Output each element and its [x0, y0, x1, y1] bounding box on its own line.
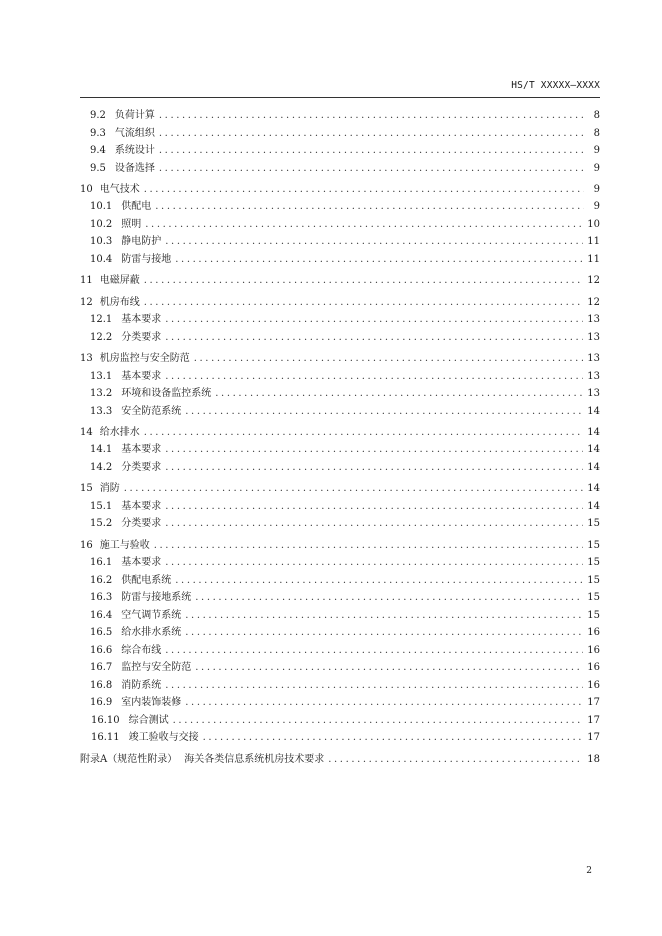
- toc-entry-title: 电气技术: [99, 183, 140, 195]
- toc-leader-dots: [215, 388, 583, 399]
- toc-entry-number: 14.2: [90, 461, 113, 473]
- toc-entry-number: 16.3: [90, 592, 113, 604]
- toc-leader-dots: [173, 715, 584, 726]
- toc-entry[interactable]: [80, 349, 600, 367]
- page-number: 2: [586, 866, 592, 876]
- standard-code: HS/T XXXXX—XXXX: [511, 80, 600, 91]
- toc-entry[interactable]: [80, 124, 600, 142]
- toc-entry-title: 供配电系统: [121, 574, 172, 586]
- toc-entry-title: 消防系统: [121, 679, 162, 691]
- toc-entry-page: 14: [587, 461, 600, 473]
- toc-entry-number: 13.1: [90, 370, 113, 382]
- toc-entry-number: 16.10: [91, 714, 120, 726]
- toc-entry[interactable]: [80, 232, 600, 250]
- toc-leader-dots: [159, 128, 584, 139]
- toc-entry-title: 设备选择: [114, 162, 155, 174]
- toc-entry-page: 9: [593, 201, 600, 213]
- toc-entry-number: 9.2: [90, 110, 106, 121]
- toc-entry-page: 16: [587, 679, 600, 691]
- toc-entry[interactable]: [80, 711, 600, 729]
- toc-entry-number: 9.5: [90, 162, 106, 174]
- toc-entry-number: 15: [80, 483, 93, 495]
- toc-entry-page: 11: [587, 253, 600, 265]
- toc-entry[interactable]: [80, 159, 600, 177]
- toc-entry-page: 15: [587, 557, 600, 569]
- toc-entry-number: 13.2: [90, 388, 113, 400]
- toc-leader-dots: [165, 236, 583, 247]
- toc-leader-dots: [203, 732, 584, 743]
- toc-entry[interactable]: [80, 141, 600, 159]
- toc-entry-number: 9.3: [90, 127, 106, 139]
- toc-entry-page: 15: [587, 609, 600, 621]
- toc-entry[interactable]: [80, 250, 600, 268]
- toc-entry-title: 静电防护: [121, 236, 162, 248]
- toc-leader-dots: [165, 371, 583, 382]
- toc-leader-dots: [154, 540, 584, 551]
- toc-entry[interactable]: [80, 658, 600, 676]
- toc-entry[interactable]: [80, 750, 600, 768]
- toc-entry-page: 13: [587, 370, 600, 382]
- toc-leader-dots: [185, 627, 583, 638]
- toc-entry[interactable]: [80, 536, 600, 554]
- toc-entry-page: 14: [587, 426, 600, 438]
- toc-entry[interactable]: [80, 271, 600, 289]
- toc-entry-page: 13: [587, 331, 600, 343]
- toc-leader-dots: [165, 518, 583, 529]
- toc-entry-number: 15.1: [90, 500, 113, 512]
- toc-entry-number: 14: [80, 426, 93, 438]
- toc-entry-page: 15: [587, 539, 600, 551]
- toc-entry-number: 13: [80, 353, 93, 365]
- toc-entry-title: 防雷与接地: [121, 253, 172, 265]
- toc-entry-number: 10.2: [90, 218, 113, 230]
- toc-entry[interactable]: [80, 479, 600, 497]
- toc-entry-number: 10.1: [90, 201, 113, 213]
- toc-entry[interactable]: [80, 293, 600, 311]
- toc-leader-dots: [185, 697, 583, 708]
- toc-entry[interactable]: [80, 384, 600, 402]
- toc-entry[interactable]: [80, 197, 600, 215]
- toc-leader-dots: [155, 201, 584, 212]
- toc-leader-dots: [145, 219, 583, 230]
- toc-entry-title: 供配电: [121, 201, 152, 213]
- toc-leader-dots: [195, 592, 583, 603]
- toc-entry-page: 14: [587, 444, 600, 456]
- toc-entry-title: 基本要求: [121, 444, 162, 456]
- toc-entry-title: 机房监控与安全防范: [99, 353, 190, 365]
- toc-entry-number: 12: [80, 296, 93, 308]
- header-rule: [80, 97, 600, 98]
- toc-entry[interactable]: [80, 328, 600, 346]
- toc-entry[interactable]: [80, 571, 600, 589]
- toc-entry-title: 空气调节系统: [121, 609, 182, 621]
- toc-entry-title: 综合测试: [128, 714, 169, 726]
- toc-entry-number: 16.1: [90, 557, 113, 569]
- toc-leader-dots: [159, 145, 584, 156]
- toc-leader-dots: [165, 645, 583, 656]
- toc-entry-number: 16.11: [91, 732, 120, 744]
- toc-entry-title: 安全防范系统: [121, 405, 182, 417]
- toc-entry[interactable]: [80, 514, 600, 532]
- toc-entry-page: 10: [587, 218, 600, 230]
- toc-entry-page: 15: [587, 574, 600, 586]
- toc-leader-dots: [165, 314, 583, 325]
- toc-entry-page: 17: [587, 697, 600, 709]
- toc-entry-number: 10.4: [90, 253, 113, 265]
- toc-entry[interactable]: [80, 553, 600, 571]
- toc-entry-page: 14: [587, 483, 600, 495]
- toc-entry-title: 分类要求: [121, 461, 162, 473]
- toc-leader-dots: [185, 406, 583, 417]
- toc-entry-title: 给水排水: [99, 426, 140, 438]
- toc-entry-title: 负荷计算: [114, 110, 155, 121]
- toc-entry-page: 14: [587, 405, 600, 417]
- toc-entry-title: 消防: [99, 483, 120, 495]
- toc-entry[interactable]: [80, 693, 600, 711]
- toc-entry-number: 15.2: [90, 518, 113, 530]
- toc-entry-page: 14: [587, 500, 600, 512]
- toc-entry[interactable]: [80, 588, 600, 606]
- toc-entry-number: 13.3: [90, 405, 113, 417]
- toc-entry-page: 15: [587, 518, 600, 530]
- toc-entry-title: 环境和设备监控系统: [121, 388, 212, 400]
- toc-entry-page: 8: [593, 127, 600, 139]
- toc-entry-title: 基本要求: [121, 314, 162, 326]
- toc-entry-page: 17: [587, 732, 600, 744]
- toc-entry[interactable]: [80, 497, 600, 515]
- toc-entry-page: 8: [593, 110, 600, 121]
- toc-entry[interactable]: [80, 440, 600, 458]
- toc-entry-title: 室内装饰装修: [121, 697, 182, 709]
- toc-entry-title: 基本要求: [121, 557, 162, 569]
- toc-entry-title: 综合布线: [121, 644, 162, 656]
- toc-entry-number: 16.7: [90, 662, 113, 674]
- toc-entry-page: 13: [587, 353, 600, 365]
- toc-entry-number: 12.2: [90, 331, 113, 343]
- toc-leader-dots: [175, 254, 583, 265]
- toc-entry-page: 11: [587, 236, 600, 248]
- toc-entry[interactable]: [80, 641, 600, 659]
- toc-entry-page: 9: [593, 162, 600, 174]
- toc-leader-dots: [165, 680, 583, 691]
- toc-leader-dots: [144, 427, 584, 438]
- toc-entry[interactable]: [80, 458, 600, 476]
- toc-leader-dots: [165, 332, 583, 343]
- toc-entry[interactable]: [80, 623, 600, 641]
- toc-entry-title: 电磁屏蔽: [99, 275, 140, 287]
- toc-entry-page: 12: [587, 275, 600, 287]
- toc-leader-dots: [165, 462, 583, 473]
- toc-leader-dots: [159, 110, 584, 121]
- toc-leader-dots: [159, 163, 584, 174]
- toc-leader-dots: [175, 575, 583, 586]
- toc-leader-dots: [328, 754, 583, 765]
- toc-entry-title: 给水排水系统: [121, 627, 182, 639]
- toc-leader-dots: [165, 501, 583, 512]
- toc-entry-title: 机房布线: [99, 296, 140, 308]
- table-of-contents: [80, 106, 600, 767]
- toc-entry-number: 16.8: [90, 679, 113, 691]
- toc-entry[interactable]: [80, 606, 600, 624]
- toc-entry-page: 15: [587, 592, 600, 604]
- toc-entry[interactable]: [80, 180, 600, 198]
- toc-entry-number: 10: [80, 183, 93, 195]
- toc-leader-dots: [195, 662, 583, 673]
- toc-entry-page: 9: [593, 145, 600, 156]
- toc-entry[interactable]: [80, 423, 600, 441]
- toc-entry-number: 12.1: [90, 314, 113, 326]
- toc-entry[interactable]: [80, 367, 600, 385]
- toc-entry-page: 16: [587, 644, 600, 656]
- toc-entry[interactable]: [80, 728, 600, 746]
- toc-entry-number: 16.4: [90, 609, 113, 621]
- toc-entry-title: 分类要求: [121, 518, 162, 530]
- toc-entry[interactable]: [80, 215, 600, 233]
- toc-entry-number: 10.3: [90, 236, 113, 248]
- toc-entry-title: 照明: [121, 218, 142, 230]
- toc-entry-page: 12: [587, 296, 600, 308]
- toc-entry-page: 9: [593, 183, 600, 195]
- toc-entry-title: 防雷与接地系统: [121, 592, 192, 604]
- toc-leader-dots: [165, 444, 583, 455]
- toc-entry-title: 基本要求: [121, 370, 162, 382]
- toc-leader-dots: [194, 353, 584, 364]
- toc-leader-dots: [144, 184, 584, 195]
- toc-leader-dots: [144, 297, 584, 308]
- toc-leader-dots: [185, 610, 583, 621]
- toc-entry-number: 附录A（规范性附录）: [80, 753, 178, 765]
- toc-entry-number: 16.5: [90, 627, 113, 639]
- toc-entry-number: 11: [80, 275, 93, 287]
- toc-entry-page: 16: [587, 662, 600, 674]
- toc-entry-title: 施工与验收: [99, 539, 150, 551]
- toc-entry-page: 13: [587, 388, 600, 400]
- toc-leader-dots: [124, 483, 584, 494]
- toc-entry-page: 18: [587, 753, 600, 765]
- toc-entry-number: 16.9: [90, 697, 113, 709]
- toc-leader-dots: [144, 275, 584, 286]
- toc-entry-title: 基本要求: [121, 500, 162, 512]
- toc-entry-title: 分类要求: [121, 331, 162, 343]
- toc-entry-title: 竣工验收与交接: [128, 732, 199, 744]
- toc-entry-number: 16.2: [90, 574, 113, 586]
- toc-entry[interactable]: [80, 106, 600, 124]
- toc-entry-title: 监控与安全防范: [121, 662, 192, 674]
- toc-leader-dots: [165, 557, 583, 568]
- toc-entry[interactable]: [80, 676, 600, 694]
- toc-entry-page: 16: [587, 627, 600, 639]
- toc-entry-number: 16: [80, 539, 93, 551]
- toc-entry-number: 16.6: [90, 644, 113, 656]
- toc-entry-number: 14.1: [90, 444, 113, 456]
- toc-entry[interactable]: [80, 310, 600, 328]
- toc-entry[interactable]: [80, 402, 600, 420]
- toc-entry-page: 13: [587, 314, 600, 326]
- toc-entry-title: 海关各类信息系统机房技术要求: [184, 753, 325, 765]
- toc-entry-title: 系统设计: [114, 145, 155, 156]
- toc-entry-number: 9.4: [90, 145, 106, 156]
- toc-entry-page: 17: [587, 714, 600, 726]
- toc-entry-title: 气流组织: [114, 127, 155, 139]
